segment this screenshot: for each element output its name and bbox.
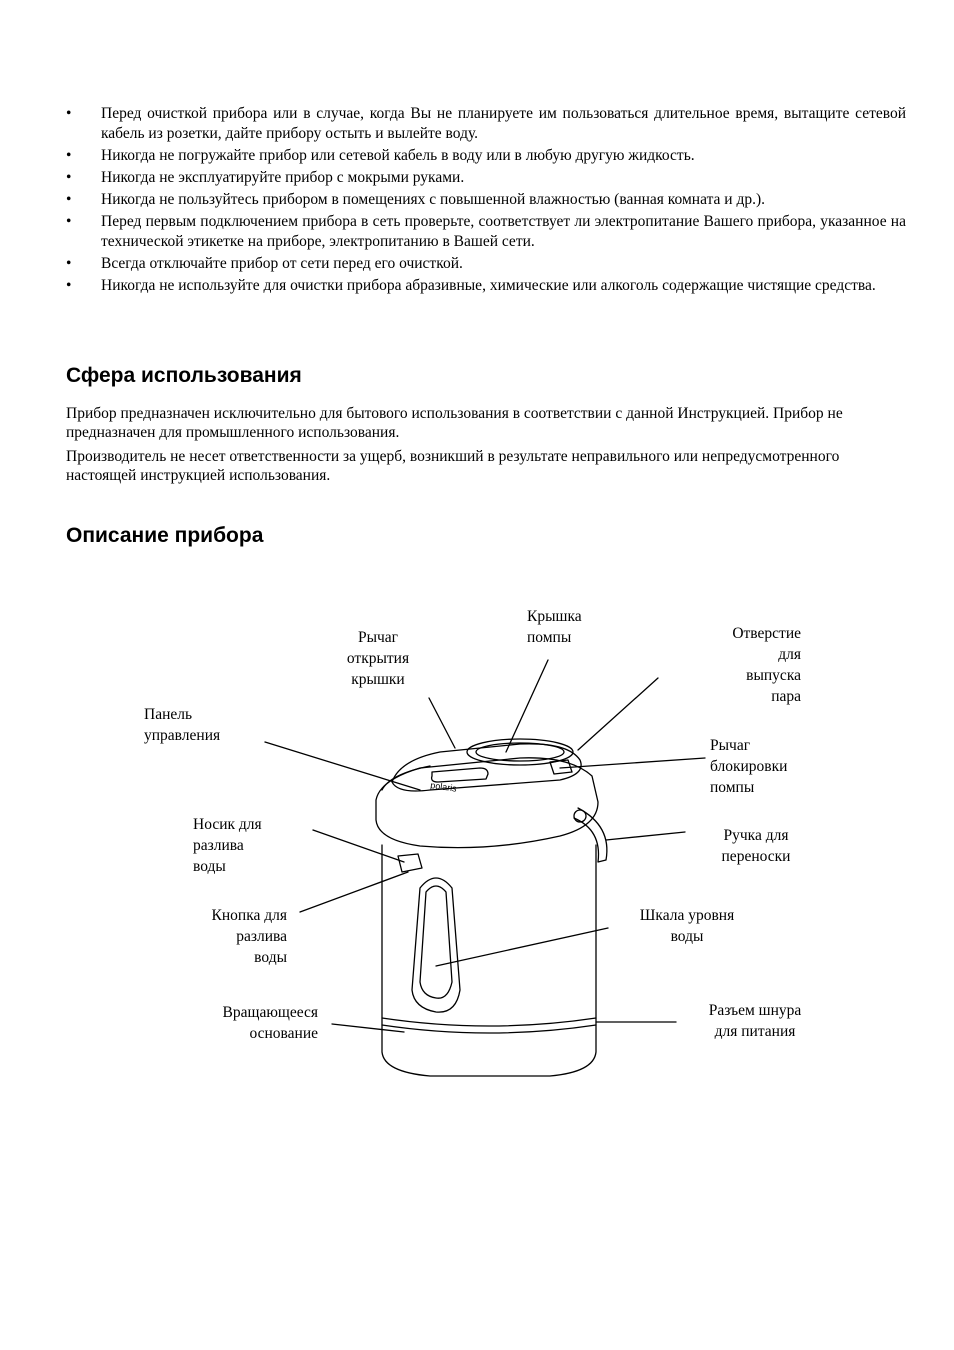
label-spout: Носик для разлива воды <box>193 816 262 875</box>
label-lid-lever: Рычаг открытия крышки <box>346 629 410 688</box>
list-item: • Всегда отключайте прибор от сети перед его очисткой. <box>66 255 463 272</box>
label-pump-lid: Крышка помпы <box>527 608 582 646</box>
list-item: • Никогда не эксплуатируйте прибор с мокрыми руками. <box>66 169 465 186</box>
list-item: • Никогда не погружайте прибор или сетевой кабель в воду или в любую другую жидкость. <box>66 147 695 164</box>
scope-heading: Сфера использования <box>66 364 302 387</box>
label-dispense-button: Кнопка для разлива воды <box>211 907 287 966</box>
label-rotating-base: Вращающееся основание <box>222 1004 318 1042</box>
brand-logo: polaris <box>429 780 458 794</box>
label-steam-vent: Отверстие для выпуска пара <box>732 625 801 705</box>
label-control-panel: Панель управления <box>144 706 221 744</box>
scope-paragraph-2: Производитель не несет ответственности за ущерб, возникший в результате неправильного или непредусмотренного настоящей инструкцией использования. <box>66 448 840 484</box>
label-handle: Ручка для переноски <box>721 827 791 865</box>
list-item: • Никогда не используйте для очистки прибора абразивные, химические или алкоголь содержащие чистящие средства. <box>66 277 876 294</box>
list-item: • Перед первым подключением прибора в сеть проверьте, соответствует ли электропитание Вашего прибора, указанное на технической этикетке на приборе, электропитанию в Вашей сети. <box>66 213 906 250</box>
thermopot-body <box>376 739 607 1076</box>
list-item: • Никогда не пользуйтесь прибором в помещениях с повышенной влажностью (ванная комната и др.). <box>66 191 766 208</box>
description-heading: Описание прибора <box>66 524 264 547</box>
label-pump-lock: Рычаг блокировки помпы <box>710 737 788 796</box>
label-power-socket: Разъем шнура для питания <box>708 1002 802 1040</box>
list-item: • Перед очисткой прибора или в случае, когда Вы не планируете им пользоваться длительное время, вытащите сетевой кабель из розетки, дайте прибору остыть и вылейте воду. <box>66 105 906 142</box>
scope-paragraph-1: Прибор предназначен исключительно для бытового использования в соответствии с данной Инструкцией. Прибор не предназначен для промышленного использования. <box>66 405 843 441</box>
callout-lines <box>265 660 705 1032</box>
label-water-scale: Шкала уровня воды <box>639 907 735 945</box>
